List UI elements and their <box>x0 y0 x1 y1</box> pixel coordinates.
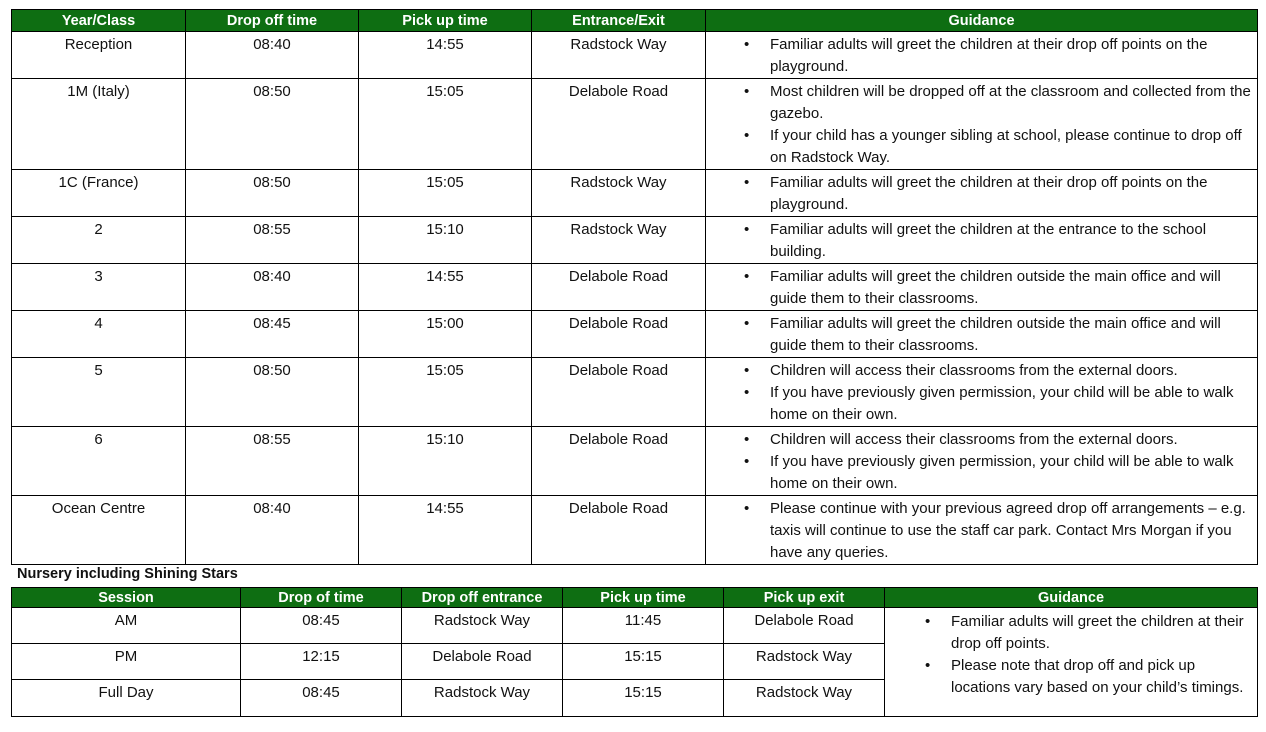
session-cell: Full Day <box>12 680 241 717</box>
drop-time-cell: 12:15 <box>241 644 402 680</box>
class-row <box>12 217 1258 264</box>
guidance-bullet: • If you have previously given permission, your child will be able to walk home on their own. <box>712 451 1253 495</box>
nursery-header-row <box>12 588 1258 608</box>
guidance-bullet: • Familiar adults will greet the children outside the main office and will guide them to their classrooms. <box>712 313 1253 357</box>
guidance-bullet: • Familiar adults will greet the children at their drop off points on the playground. <box>712 172 1253 216</box>
pick-time-cell: 15:05 <box>359 358 532 427</box>
drop-entrance-cell: Radstock Way <box>402 680 563 717</box>
session-cell: PM <box>12 644 241 680</box>
drop-time-cell: 08:55 <box>186 217 359 264</box>
pick-time-cell: 15:00 <box>359 311 532 358</box>
class-schedule-table <box>11 9 1258 565</box>
class-row <box>12 311 1258 358</box>
guidance-bullet: • Children will access their classrooms from the external doors. <box>712 429 1253 451</box>
guidance-list <box>712 219 1253 263</box>
class-row <box>12 496 1258 565</box>
drop-time-cell: 08:50 <box>186 79 359 170</box>
guidance-cell <box>706 170 1258 217</box>
class-row <box>12 358 1258 427</box>
header-guidance: Guidance <box>706 10 1258 32</box>
class-row <box>12 79 1258 170</box>
guidance-list <box>712 266 1253 310</box>
header-drop-of-time: Drop of time <box>241 588 402 608</box>
header-guidance: Guidance <box>885 588 1258 608</box>
drop-time-cell: 08:45 <box>241 680 402 717</box>
guidance-list <box>712 360 1253 426</box>
drop-time-cell: 08:55 <box>186 427 359 496</box>
entrance-cell: Delabole Road <box>532 358 706 427</box>
pick-time-cell: 15:05 <box>359 79 532 170</box>
pick-time-cell: 15:05 <box>359 170 532 217</box>
header-drop-off-time: Drop off time <box>186 10 359 32</box>
drop-time-cell: 08:40 <box>186 264 359 311</box>
pick-exit-cell: Delabole Road <box>724 608 885 644</box>
pick-time-cell: 15:15 <box>563 644 724 680</box>
class-cell: 1C (France) <box>12 170 186 217</box>
guidance-cell <box>706 358 1258 427</box>
guidance-cell <box>706 217 1258 264</box>
class-cell: 2 <box>12 217 186 264</box>
pick-exit-cell: Radstock Way <box>724 644 885 680</box>
guidance-bullet: • Familiar adults will greet the children at the entrance to the school building. <box>712 219 1253 263</box>
guidance-bullet: • Familiar adults will greet the children at their drop off points. <box>891 611 1253 655</box>
class-row <box>12 427 1258 496</box>
header-session: Session <box>12 588 241 608</box>
guidance-list <box>712 34 1253 78</box>
nursery-guidance-list <box>891 611 1253 699</box>
drop-time-cell: 08:40 <box>186 32 359 79</box>
guidance-bullet: • Most children will be dropped off at the classroom and collected from the gazebo. <box>712 81 1253 125</box>
entrance-cell: Delabole Road <box>532 264 706 311</box>
class-cell: Ocean Centre <box>12 496 186 565</box>
entrance-cell: Delabole Road <box>532 427 706 496</box>
pick-time-cell: 11:45 <box>563 608 724 644</box>
drop-time-cell: 08:50 <box>186 358 359 427</box>
guidance-list <box>712 498 1253 564</box>
guidance-cell <box>706 496 1258 565</box>
class-cell: 4 <box>12 311 186 358</box>
header-pick-up-exit: Pick up exit <box>724 588 885 608</box>
guidance-list <box>712 313 1253 357</box>
guidance-bullet: • Children will access their classrooms from the external doors. <box>712 360 1253 382</box>
nursery-section-title: Nursery including Shining Stars <box>17 566 238 582</box>
guidance-cell <box>706 32 1258 79</box>
guidance-list <box>712 81 1253 169</box>
guidance-cell <box>706 79 1258 170</box>
table-header-row <box>12 10 1258 32</box>
drop-time-cell: 08:40 <box>186 496 359 565</box>
nursery-schedule-table <box>11 587 1258 717</box>
nursery-guidance-cell <box>885 608 1258 717</box>
header-pick-up-time: Pick up time <box>563 588 724 608</box>
drop-time-cell: 08:45 <box>186 311 359 358</box>
class-cell: 1M (Italy) <box>12 79 186 170</box>
guidance-bullet: • Familiar adults will greet the children outside the main office and will guide them to their classrooms. <box>712 266 1253 310</box>
class-row <box>12 264 1258 311</box>
class-row <box>12 170 1258 217</box>
guidance-bullet: • If your child has a younger sibling at school, please continue to drop off on Radstock Way. <box>712 125 1253 169</box>
guidance-cell <box>706 264 1258 311</box>
guidance-list <box>712 429 1253 495</box>
header-drop-off-entrance: Drop off entrance <box>402 588 563 608</box>
pick-time-cell: 15:15 <box>563 680 724 717</box>
guidance-bullet: • Please continue with your previous agreed drop off arrangements – e.g. taxis will continue to use the staff car park. Contact Mrs Morgan if you have any queries. <box>712 498 1253 564</box>
class-cell: 5 <box>12 358 186 427</box>
guidance-bullet: • If you have previously given permission, your child will be able to walk home on their own. <box>712 382 1253 426</box>
entrance-cell: Radstock Way <box>532 217 706 264</box>
entrance-cell: Radstock Way <box>532 32 706 79</box>
guidance-cell <box>706 311 1258 358</box>
drop-entrance-cell: Delabole Road <box>402 644 563 680</box>
drop-time-cell: 08:45 <box>241 608 402 644</box>
entrance-cell: Delabole Road <box>532 79 706 170</box>
pick-time-cell: 14:55 <box>359 264 532 311</box>
class-row <box>12 32 1258 79</box>
class-cell: 3 <box>12 264 186 311</box>
class-cell: Reception <box>12 32 186 79</box>
nursery-row <box>12 608 1258 644</box>
drop-entrance-cell: Radstock Way <box>402 608 563 644</box>
guidance-bullet: • Familiar adults will greet the children at their drop off points on the playground. <box>712 34 1253 78</box>
entrance-cell: Delabole Road <box>532 311 706 358</box>
guidance-bullet: • Please note that drop off and pick up locations vary based on your child’s timings. <box>891 655 1253 699</box>
pick-time-cell: 15:10 <box>359 427 532 496</box>
pick-exit-cell: Radstock Way <box>724 680 885 717</box>
class-cell: 6 <box>12 427 186 496</box>
header-pick-up-time: Pick up time <box>359 10 532 32</box>
pick-time-cell: 14:55 <box>359 32 532 79</box>
entrance-cell: Delabole Road <box>532 496 706 565</box>
guidance-list <box>712 172 1253 216</box>
guidance-cell <box>706 427 1258 496</box>
drop-time-cell: 08:50 <box>186 170 359 217</box>
pick-time-cell: 14:55 <box>359 496 532 565</box>
session-cell: AM <box>12 608 241 644</box>
pick-time-cell: 15:10 <box>359 217 532 264</box>
header-entrance-exit: Entrance/Exit <box>532 10 706 32</box>
header-year-class: Year/Class <box>12 10 186 32</box>
entrance-cell: Radstock Way <box>532 170 706 217</box>
